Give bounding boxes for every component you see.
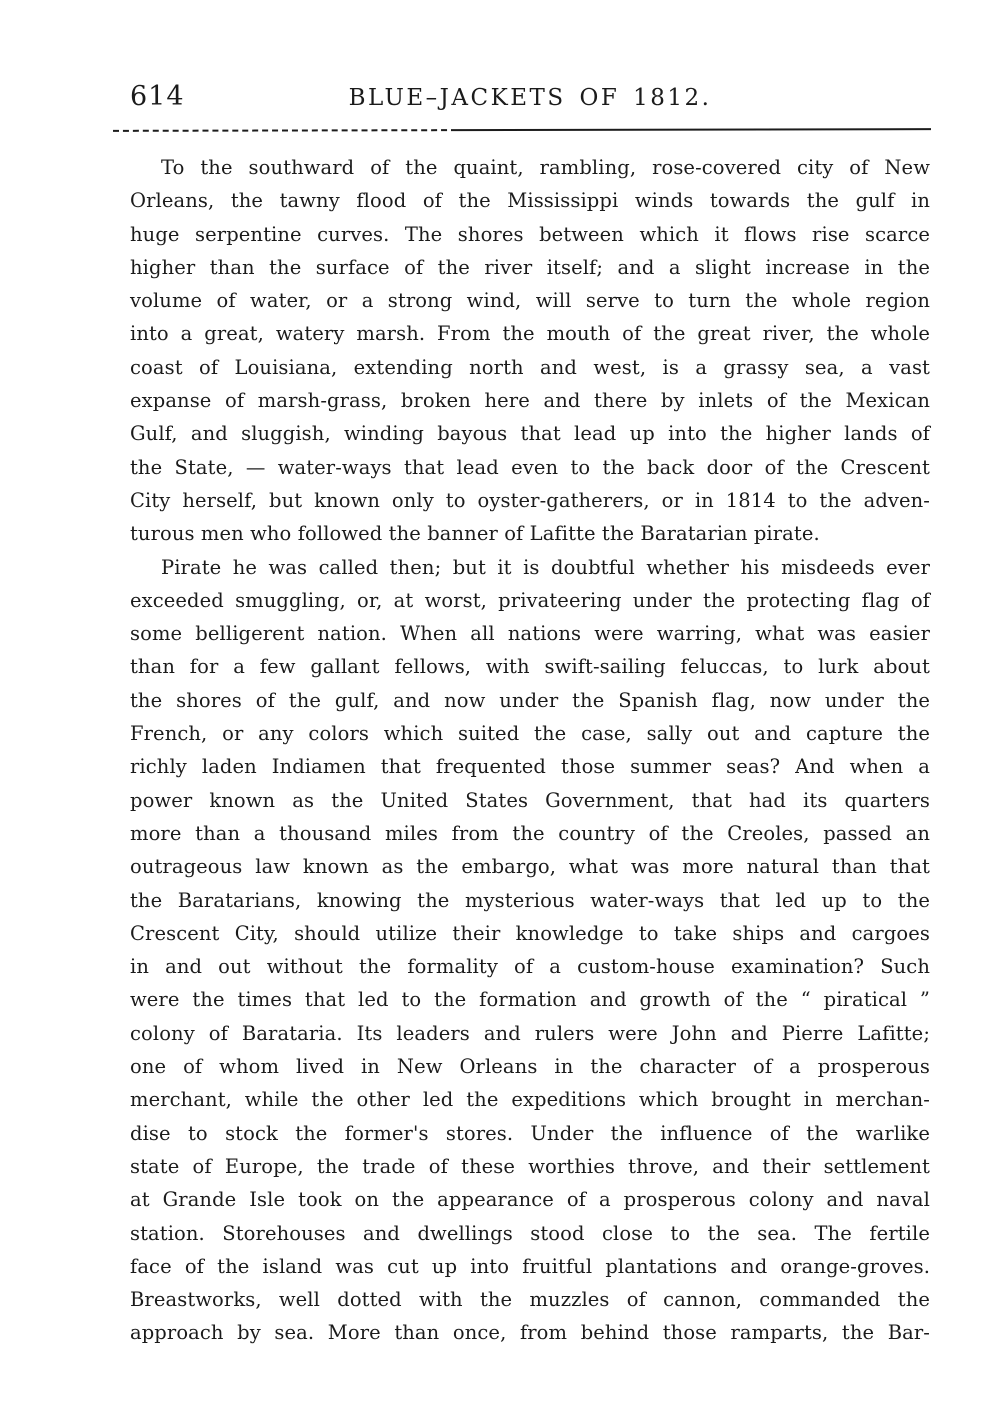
text-line: higher than the surface of the river itself; and a slight increase in the	[130, 255, 930, 279]
text-line: Gulf, and sluggish, winding bayous that lead up into the higher lands of	[130, 422, 930, 446]
header-rule-dashed-segment	[113, 129, 457, 132]
text-line: Crescent City, should utilize their knowledge to take ships and cargoes	[130, 921, 930, 945]
text-line: coast of Louisiana, extending north and west, is a grassy sea, a vast	[130, 355, 930, 379]
text-line: one of whom lived in New Orleans in the character of a prosperous	[130, 1055, 930, 1079]
text-line: the shores of the gulf, and now under the Spanish flag, now under the	[130, 688, 930, 712]
text-line: exceeded smuggling, or, at worst, privateering under the protecting flag of	[130, 588, 930, 612]
text-line: state of Europe, the trade of these worthies throve, and their settlement	[130, 1154, 930, 1178]
text-line: power known as the United States Government, that had its quarters	[130, 788, 930, 812]
text-line: more than a thousand miles from the country of the Creoles, passed an	[130, 821, 930, 845]
text-line: Orleans, the tawny flood of the Mississippi winds towards the gulf in	[130, 189, 930, 213]
text-line: than for a few gallant fellows, with swift-sailing feluccas, to lurk about	[130, 655, 930, 679]
page-header	[130, 82, 930, 114]
header-rule	[113, 128, 931, 134]
text-line: dise to stock the former's stores. Under the influence of the warlike	[130, 1121, 930, 1145]
text-line: the Baratarians, knowing the mysterious water-ways that led up to the	[130, 888, 930, 912]
text-line: in and out without the formality of a custom-house examination? Such	[130, 955, 930, 979]
running-title: BLUE–JACKETS OF 1812.	[348, 85, 712, 111]
text-line: turous men who followed the banner of Lafitte the Baratarian pirate.	[130, 522, 820, 546]
text-line: volume of water, or a strong wind, will serve to turn the whole region	[130, 289, 930, 313]
text-line: approach by sea. More than once, from behind those ramparts, the Bar-	[130, 1321, 930, 1345]
text-line: Pirate he was called then; but it is doubtful whether his misdeeds ever	[161, 555, 930, 579]
text-line: richly laden Indiamen that frequented those summer seas? And when a	[130, 755, 930, 779]
text-line: some belligerent nation. When all nations were warring, what was easier	[130, 622, 930, 646]
page-number: 614	[130, 81, 185, 112]
paragraph	[130, 551, 930, 1350]
text-line: at Grande Isle took on the appearance of a prosperous colony and naval	[130, 1188, 930, 1212]
text-line: expanse of marsh-grass, broken here and there by inlets of the Mexican	[130, 389, 930, 413]
text-line: City herself, but known only to oyster-gatherers, or in 1814 to the adven-	[130, 488, 930, 512]
header-rule-solid-segment	[457, 128, 931, 131]
text-line: were the times that led to the formation and growth of the “ piratical ”	[130, 988, 930, 1012]
text-line: face of the island was cut up into fruitful plantations and orange-groves.	[130, 1254, 930, 1278]
text-line: outrageous law known as the embargo, what was more natural than that	[130, 855, 930, 879]
text-line: station. Storehouses and dwellings stood close to the sea. The fertile	[130, 1221, 930, 1245]
text-line: huge serpentine curves. The shores between which it flows rise scarce	[130, 222, 930, 246]
text-line: colony of Barataria. Its leaders and rulers were John and Pierre Lafitte;	[130, 1021, 930, 1045]
paragraph	[130, 151, 930, 551]
text-line: into a great, watery marsh. From the mouth of the great river, the whole	[130, 322, 930, 346]
page-body	[130, 151, 930, 1350]
text-line: French, or any colors which suited the case, sally out and capture the	[130, 722, 930, 746]
text-line: merchant, while the other led the expeditions which brought in merchan-	[130, 1088, 930, 1112]
text-line: the State, — water-ways that lead even to the back door of the Crescent	[130, 455, 930, 479]
text-line: Breastworks, well dotted with the muzzles of cannon, commanded the	[130, 1288, 930, 1312]
text-line: To the southward of the quaint, rambling, rose-covered city of New	[161, 156, 930, 179]
